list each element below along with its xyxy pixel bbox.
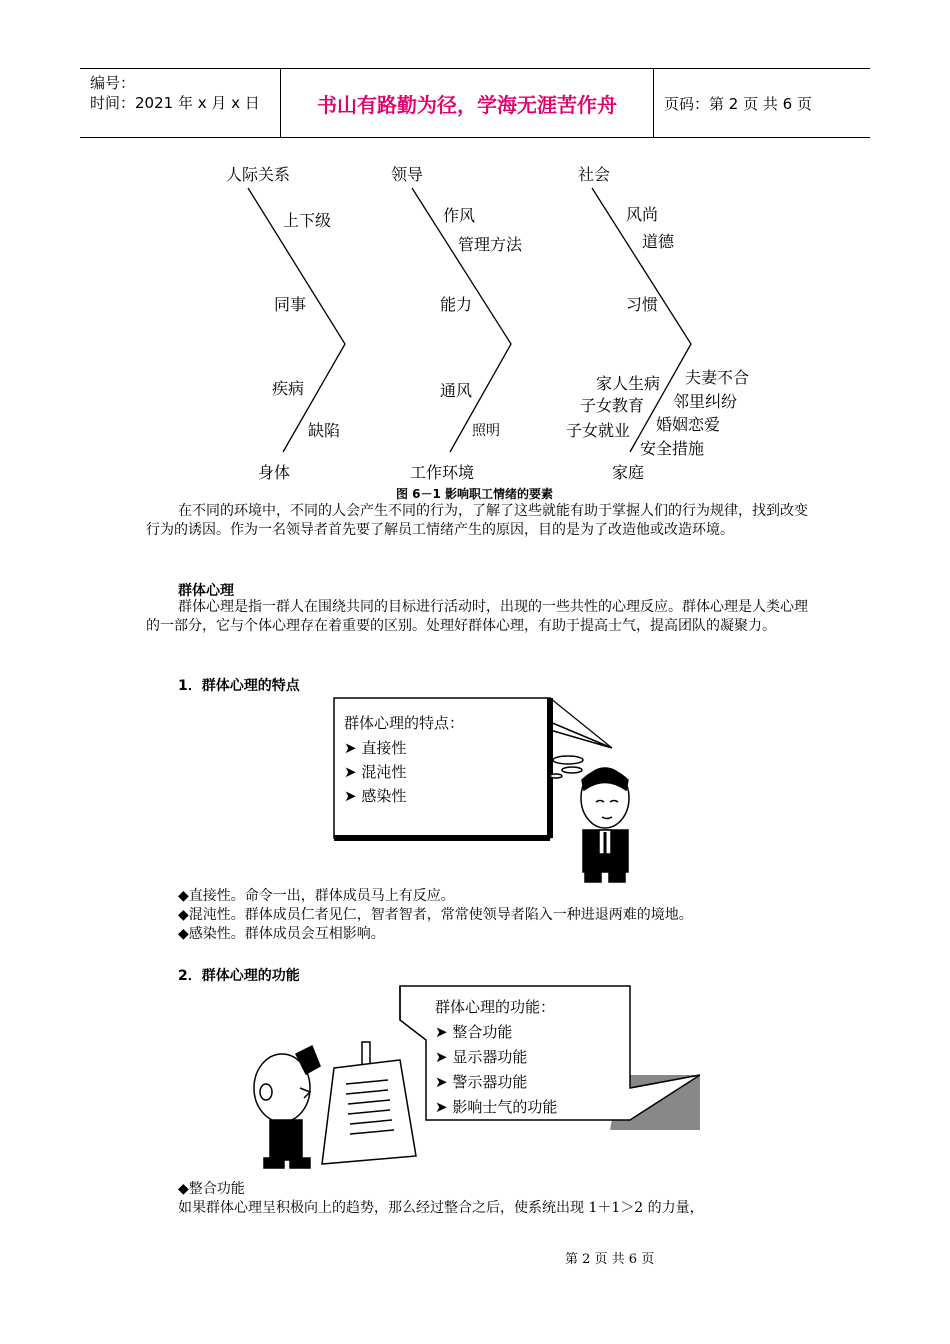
features-box-item	[344, 737, 406, 758]
thinking-man-figure	[550, 756, 629, 882]
item-family-ill: 家人生病	[596, 374, 661, 393]
arrow-icon: ➤	[344, 763, 362, 781]
item-habit: 习惯	[626, 295, 659, 314]
bullet-item: ◆混沌性。群体成员仁者见仁，智者智者，常常使领导者陷入一种进退两难的境地。	[178, 907, 693, 923]
integration-paragraph: 如果群体心理呈积极向上的趋势，那么经过整合之后，使系统出现 1＋1＞2 的力量，	[178, 1200, 704, 1216]
functions-box-item-label: 整合功能	[452, 1023, 513, 1041]
features-box-item	[344, 785, 406, 806]
features-bullet-list	[178, 887, 693, 944]
item-style: 作风	[443, 206, 476, 225]
arrow-icon: ➤	[344, 787, 362, 805]
paragraph-group-psych-text: 群体心理是指一群人在围绕共同的目标进行活动时，出现的一些共性的心理反应。群体心理是人类心理的一部分，它与个体心理存在着重要的区别。处理好群体心理，有助于提高士气，提高团队的凝聚力。	[146, 599, 808, 634]
subsection-title-functions: 2．群体心理的功能	[178, 968, 300, 984]
functions-box-item-label: 影响士气的功能	[452, 1098, 558, 1116]
functions-box-title: 群体心理的功能：	[435, 998, 556, 1016]
bullet-item: ◆直接性。命令一出，群体成员马上有反应。	[178, 888, 455, 904]
category-work-env: 工作环境	[410, 463, 475, 482]
functions-box-item	[435, 1071, 527, 1092]
item-custom: 风尚	[626, 205, 659, 224]
item-child-job: 子女就业	[566, 421, 631, 440]
category-leadership: 领导	[391, 165, 424, 184]
number-label: 编号：	[90, 74, 136, 92]
category-body: 身体	[258, 463, 291, 482]
arrow-icon: ➤	[435, 1073, 453, 1091]
section-title: 群体心理	[178, 583, 234, 599]
category-family: 家庭	[612, 463, 645, 482]
item-neighbor: 邻里纠纷	[673, 392, 738, 411]
item-ability: 能力	[440, 295, 473, 314]
chevron-2	[412, 188, 511, 452]
item-ventilation: 通风	[440, 381, 473, 400]
item-mgmt-method: 管理方法	[458, 235, 523, 254]
item-illness: 疾病	[272, 379, 305, 398]
item-safety: 安全措施	[640, 439, 705, 458]
category-interpersonal: 人际关系	[226, 165, 291, 184]
category-society: 社会	[578, 165, 611, 184]
time-label: 时间：2021 年 x 月 x 日	[90, 94, 260, 112]
features-box-item-label: 直接性	[361, 739, 407, 757]
subsection-title-features: 1．群体心理的特点	[178, 678, 300, 694]
arrow-icon: ➤	[435, 1048, 453, 1066]
item-couple: 夫妻不合	[685, 368, 750, 387]
paragraph-intro-text: 在不同的环境中，不同的人会产生不同的行为，了解了这些就能有助于掌握人们的行为规律，找到改变行为的诱因。作为一名领导者首先要了解员工情绪产生的原因，目的是为了改造他或改造环境。	[146, 503, 808, 538]
item-colleague: 同事	[274, 295, 307, 314]
paragraph-group-psych	[146, 598, 816, 636]
arrow-icon: ➤	[435, 1098, 453, 1116]
figure-caption: 图 6－1 影响职工情绪的要素	[396, 487, 554, 501]
item-morality: 道德	[642, 232, 675, 251]
bullet-item: ◆感染性。群体成员会互相影响。	[178, 926, 385, 942]
functions-box-item-label: 警示器功能	[452, 1073, 528, 1091]
item-defect: 缺陷	[308, 421, 341, 440]
arrow-icon: ➤	[344, 739, 362, 757]
functions-box-item	[435, 1046, 527, 1067]
features-box-title: 群体心理的特点：	[344, 714, 465, 732]
features-box-item-label: 感染性	[361, 787, 407, 805]
paragraph-intro	[146, 502, 816, 540]
item-child-edu: 子女教育	[580, 396, 645, 415]
item-superior: 上下级	[283, 211, 332, 230]
integration-bullet: ◆整合功能	[178, 1181, 245, 1197]
functions-box-item-label: 显示器功能	[452, 1048, 528, 1066]
functions-box-item	[435, 1021, 512, 1042]
arrow-icon: ➤	[435, 1023, 453, 1041]
motto: 书山有路勤为径，学海无涯苦作舟	[317, 92, 617, 117]
item-lighting: 照明	[472, 423, 500, 439]
page-footer: 第 2 页 共 6 页	[565, 1252, 655, 1267]
easel-figure	[322, 1042, 416, 1164]
presenter-figure	[254, 1046, 320, 1168]
page-label: 页码：第 2 页 共 6 页	[664, 94, 812, 113]
functions-box-item	[435, 1096, 557, 1117]
item-marriage: 婚姻恋爱	[656, 415, 721, 434]
features-box-item	[344, 761, 406, 782]
features-box-item-label: 混沌性	[361, 763, 407, 781]
